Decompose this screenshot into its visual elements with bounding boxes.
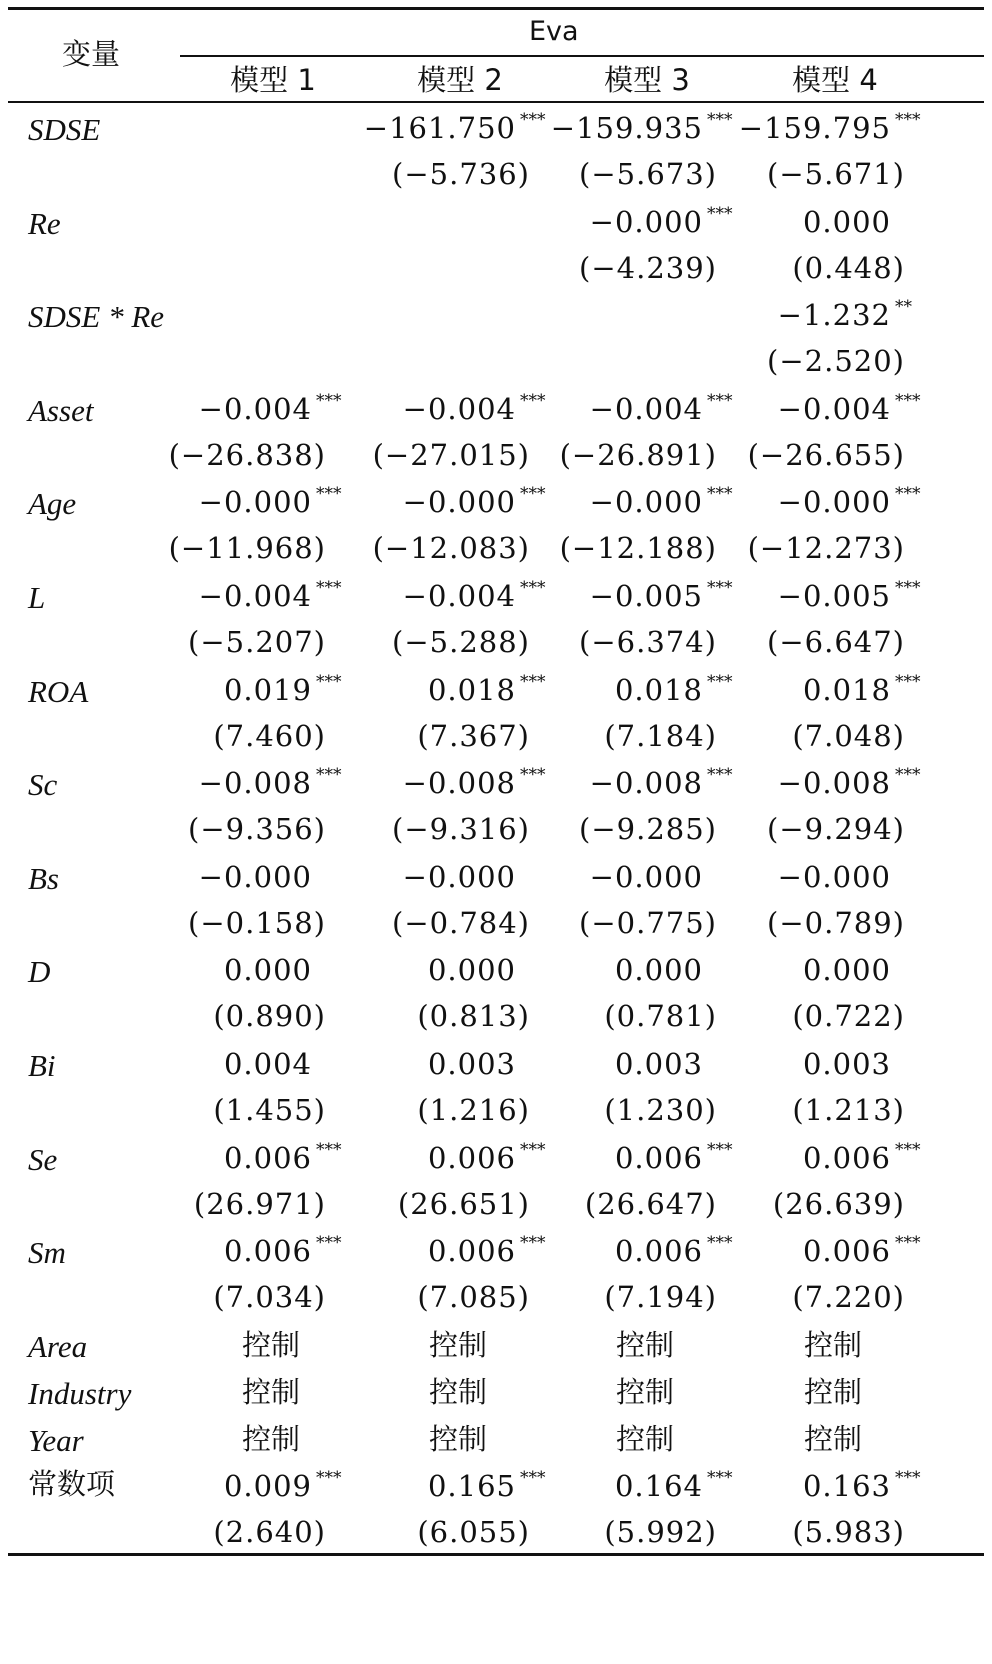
row-bs-tstat-3: (−0.775) [579, 905, 717, 940]
model-header-2: 模型 2 [417, 63, 503, 97]
group-header-eva: Eva [529, 16, 579, 47]
row-asset-coef-4 [777, 390, 921, 426]
significance-stars: *** [520, 110, 546, 130]
row-roa-coef-4 [802, 671, 921, 707]
header-bottom-rule [8, 101, 984, 103]
row-bi-coef-1 [223, 1047, 312, 1081]
significance-stars: *** [895, 1233, 921, 1254]
row-constant-tstat-3: (5.992) [604, 1514, 717, 1549]
row-constant-coef-4 [802, 1467, 921, 1503]
coef-value: 0.006 [427, 1234, 516, 1269]
row-bi-tstat-2: (1.216) [417, 1093, 530, 1127]
row-bi-coef-4 [802, 1047, 891, 1081]
row-bi-label: Bi [28, 1048, 56, 1083]
row-bi-coef-3 [614, 1047, 703, 1081]
coef-value: −0.004 [402, 391, 516, 426]
row-bs-coef-1 [198, 859, 312, 894]
row-sc-tstat-3: (−9.285) [579, 812, 717, 847]
coef-value: 0.006 [427, 1140, 516, 1175]
row-constant-tstat-2: (6.055) [417, 1514, 530, 1549]
row-year-value-1: 控制 [241, 1421, 300, 1456]
significance-stars: *** [316, 484, 342, 505]
row-se-tstat-3: (26.647) [584, 1186, 717, 1221]
row-roa-label: ROA [28, 673, 89, 709]
row-area-value-1: 控制 [241, 1327, 300, 1362]
significance-stars: *** [520, 671, 546, 692]
row-constant-coef-2 [427, 1467, 546, 1503]
coef-value: 0.006 [223, 1234, 312, 1269]
row-sdse-tstat-4: (−5.671) [767, 157, 905, 191]
coef-value: 0.164 [614, 1468, 703, 1503]
row-year-value-3: 控制 [615, 1421, 674, 1456]
significance-stars: *** [707, 1139, 733, 1160]
row-l-tstat-1: (−5.207) [188, 625, 326, 659]
row-roa-tstat-2: (7.367) [417, 718, 530, 753]
row-asset-tstat-2: (−27.015) [372, 437, 530, 472]
group-rule [180, 55, 984, 57]
coef-value: 0.000 [427, 953, 516, 988]
coef-value: 0.003 [614, 1047, 703, 1081]
row-sm-coef-4 [802, 1233, 921, 1269]
row-constant-label: 常数项 [28, 1466, 116, 1501]
significance-stars: *** [707, 1233, 733, 1254]
coef-value: 0.000 [614, 953, 703, 988]
row-age-tstat-2: (−12.083) [372, 531, 530, 566]
coef-value: −0.008 [589, 766, 703, 801]
row-sdse-tstat-2: (−5.736) [392, 157, 530, 191]
row-area-value-3: 控制 [615, 1327, 674, 1362]
row-se-tstat-4: (26.639) [772, 1186, 905, 1221]
row-sm-label: Sm [28, 1235, 66, 1271]
significance-stars: *** [520, 484, 546, 505]
coef-value: 0.003 [427, 1047, 516, 1081]
row-l-tstat-4: (−6.647) [767, 625, 905, 659]
coef-value: 0.000 [802, 204, 891, 239]
row-industry-value-3: 控制 [615, 1374, 674, 1409]
row-d-tstat-2: (0.813) [417, 999, 530, 1034]
row-industry-value-1: 控制 [241, 1374, 300, 1409]
row-bs-tstat-1: (−0.158) [188, 905, 326, 940]
row-bs-coef-2 [402, 859, 516, 894]
row-roa-tstat-1: (7.460) [213, 718, 326, 753]
significance-stars: *** [895, 110, 921, 130]
coef-value: 0.006 [802, 1140, 891, 1175]
significance-stars: *** [707, 390, 733, 411]
coef-value: 0.000 [802, 953, 891, 988]
row-sc-tstat-4: (−9.294) [767, 812, 905, 847]
row-sdse-re-label: SDSE * Re [28, 299, 165, 335]
significance-stars: *** [316, 578, 342, 598]
row-l-coef-3 [589, 578, 733, 613]
coef-value: −0.000 [198, 485, 312, 520]
row-age-coef-4 [777, 484, 921, 520]
row-sc-coef-1 [198, 765, 342, 801]
coef-value: −0.004 [198, 579, 312, 613]
significance-stars: *** [895, 671, 921, 692]
coef-value: −0.005 [589, 579, 703, 613]
row-d-coef-2 [427, 953, 516, 988]
row-d-tstat-3: (0.781) [604, 999, 717, 1034]
coef-value: 0.006 [802, 1234, 891, 1269]
significance-stars: *** [520, 765, 546, 786]
significance-stars: *** [520, 390, 546, 411]
row-d-tstat-1: (0.890) [213, 999, 326, 1034]
row-bs-tstat-2: (−0.784) [392, 905, 530, 940]
row-asset-label: Asset [28, 392, 94, 428]
row-asset-tstat-3: (−26.891) [559, 437, 717, 472]
row-d-label: D [28, 954, 51, 990]
row-bs-coef-4 [777, 859, 891, 894]
row-se-label: Se [28, 1141, 58, 1177]
row-age-tstat-1: (−11.968) [168, 531, 326, 566]
coef-value: −0.008 [402, 766, 516, 801]
row-l-coef-1 [198, 578, 342, 613]
coef-value: 0.009 [223, 1468, 312, 1503]
row-sdse-re-tstat-4: (−2.520) [767, 344, 905, 379]
row-constant-coef-3 [614, 1467, 733, 1503]
coef-value: 0.000 [223, 953, 312, 988]
significance-stars: *** [316, 765, 342, 786]
significance-stars: *** [707, 110, 733, 130]
significance-stars: *** [895, 484, 921, 505]
coef-value: 0.006 [614, 1140, 703, 1175]
row-sdse-coef-4 [738, 110, 921, 145]
row-l-coef-2 [402, 578, 546, 613]
row-age-tstat-3: (−12.188) [559, 531, 717, 566]
bottom-rule [8, 1553, 984, 1556]
row-re-tstat-3: (−4.239) [579, 250, 717, 285]
significance-stars: *** [707, 578, 733, 598]
significance-stars: *** [707, 484, 733, 505]
significance-stars: *** [316, 1233, 342, 1254]
row-area-label: Area [28, 1328, 88, 1364]
significance-stars: *** [707, 671, 733, 692]
row-area-value-2: 控制 [428, 1327, 487, 1362]
row-asset-tstat-4: (−26.655) [747, 437, 905, 472]
significance-stars: *** [895, 1467, 921, 1488]
row-sm-tstat-4: (7.220) [792, 1280, 905, 1315]
coef-value: 0.018 [802, 672, 891, 707]
model-header-3: 模型 3 [604, 63, 690, 97]
significance-stars: *** [316, 1467, 342, 1488]
row-age-coef-3 [589, 484, 733, 520]
row-l-tstat-3: (−6.374) [579, 625, 717, 659]
coef-value: −0.004 [402, 579, 516, 613]
row-re-coef-4 [802, 204, 891, 239]
significance-stars: *** [520, 1233, 546, 1254]
row-sm-tstat-2: (7.085) [417, 1280, 530, 1315]
significance-stars: ** [895, 297, 912, 318]
coef-value: −159.795 [738, 111, 891, 145]
row-bi-tstat-4: (1.213) [792, 1093, 905, 1127]
row-sm-coef-3 [614, 1233, 733, 1269]
row-re-coef-3 [589, 203, 733, 239]
significance-stars: *** [316, 390, 342, 411]
coef-value: −0.000 [198, 859, 312, 894]
significance-stars: *** [520, 1139, 546, 1160]
row-d-tstat-4: (0.722) [792, 999, 905, 1034]
row-re-label: Re [28, 205, 61, 241]
row-sc-tstat-2: (−9.316) [392, 812, 530, 847]
row-asset-coef-1 [198, 390, 342, 426]
row-constant-tstat-1: (2.640) [213, 1514, 326, 1549]
significance-stars: *** [895, 765, 921, 786]
coef-value: 0.003 [802, 1047, 891, 1081]
row-age-coef-1 [198, 484, 342, 520]
row-roa-tstat-3: (7.184) [604, 718, 717, 753]
coef-value: −0.005 [777, 579, 891, 613]
coef-value: −0.000 [589, 204, 703, 239]
significance-stars: *** [895, 390, 921, 411]
coef-value: 0.006 [614, 1234, 703, 1269]
row-year-value-4: 控制 [803, 1421, 862, 1456]
row-sm-coef-2 [427, 1233, 546, 1269]
row-year-label: Year [28, 1422, 84, 1458]
row-asset-coef-2 [402, 390, 546, 426]
row-sdse-coef-3 [550, 110, 733, 145]
coef-value: 0.018 [614, 672, 703, 707]
row-re-tstat-4: (0.448) [792, 250, 905, 285]
row-d-coef-1 [223, 953, 312, 988]
significance-stars: *** [707, 203, 733, 224]
coef-value: −0.000 [402, 485, 516, 520]
row-age-label: Age [28, 486, 77, 522]
row-se-coef-2 [427, 1139, 546, 1175]
row-bi-tstat-1: (1.455) [213, 1093, 326, 1127]
significance-stars: *** [520, 578, 546, 598]
significance-stars: *** [895, 578, 921, 598]
coef-value: 0.165 [427, 1468, 516, 1503]
model-header-1: 模型 1 [230, 63, 316, 97]
coef-value: 0.018 [427, 672, 516, 707]
coef-value: −0.008 [777, 766, 891, 801]
row-sdse-tstat-3: (−5.673) [579, 157, 717, 191]
row-roa-coef-2 [427, 671, 546, 707]
row-l-label: L [28, 580, 46, 615]
coef-value: −159.935 [550, 111, 703, 145]
row-age-coef-2 [402, 484, 546, 520]
coef-value: −0.000 [777, 859, 891, 894]
row-l-tstat-2: (−5.288) [392, 625, 530, 659]
row-constant-coef-1 [223, 1467, 342, 1503]
row-se-coef-1 [223, 1139, 342, 1175]
row-sc-coef-2 [402, 765, 546, 801]
top-rule [8, 7, 984, 10]
row-sc-label: Sc [28, 767, 58, 803]
row-roa-coef-3 [614, 671, 733, 707]
row-bs-tstat-4: (−0.789) [767, 905, 905, 940]
row-bs-coef-3 [589, 859, 703, 894]
coef-value: −161.750 [363, 111, 516, 145]
row-l-coef-4 [777, 578, 921, 613]
row-se-tstat-1: (26.971) [193, 1186, 326, 1221]
model-header-4: 模型 4 [792, 63, 878, 97]
row-se-tstat-2: (26.651) [397, 1186, 530, 1221]
row-sc-tstat-1: (−9.356) [188, 812, 326, 847]
row-sc-coef-3 [589, 765, 733, 801]
significance-stars: *** [707, 765, 733, 786]
row-bi-coef-2 [427, 1047, 516, 1081]
significance-stars: *** [316, 671, 342, 692]
coef-value: 0.163 [802, 1468, 891, 1503]
row-sdse-label: SDSE [28, 112, 101, 147]
row-constant-tstat-4: (5.983) [792, 1514, 905, 1549]
row-industry-value-2: 控制 [428, 1374, 487, 1409]
row-se-coef-4 [802, 1139, 921, 1175]
row-age-tstat-4: (−12.273) [747, 531, 905, 566]
row-sc-coef-4 [777, 765, 921, 801]
coef-value: 0.019 [223, 672, 312, 707]
coef-value: −0.000 [402, 859, 516, 894]
row-roa-tstat-4: (7.048) [792, 718, 905, 753]
coef-value: 0.004 [223, 1047, 312, 1081]
coef-value: −1.232 [777, 298, 891, 333]
row-bi-tstat-3: (1.230) [604, 1093, 717, 1127]
row-sm-coef-1 [223, 1233, 342, 1269]
row-area-value-4: 控制 [803, 1327, 862, 1362]
coef-value: −0.008 [198, 766, 312, 801]
row-year-value-2: 控制 [428, 1421, 487, 1456]
row-d-coef-3 [614, 953, 703, 988]
variable-column-header: 变量 [62, 37, 121, 71]
row-d-coef-4 [802, 953, 891, 988]
row-industry-label: Industry [28, 1375, 132, 1411]
coef-value: −0.000 [589, 485, 703, 520]
row-industry-value-4: 控制 [803, 1374, 862, 1409]
row-asset-tstat-1: (−26.838) [168, 437, 326, 472]
significance-stars: *** [895, 1139, 921, 1160]
row-sm-tstat-1: (7.034) [213, 1280, 326, 1315]
row-roa-coef-1 [223, 671, 342, 707]
row-sdse-re-coef-4 [777, 297, 912, 333]
significance-stars: *** [707, 1467, 733, 1488]
row-sdse-coef-2 [363, 110, 546, 145]
coef-value: 0.006 [223, 1140, 312, 1175]
coef-value: −0.000 [589, 859, 703, 894]
row-bs-label: Bs [28, 860, 59, 896]
coef-value: −0.004 [777, 391, 891, 426]
significance-stars: *** [316, 1139, 342, 1160]
coef-value: −0.004 [198, 391, 312, 426]
coef-value: −0.004 [589, 391, 703, 426]
row-sm-tstat-3: (7.194) [604, 1280, 717, 1315]
significance-stars: *** [520, 1467, 546, 1488]
row-se-coef-3 [614, 1139, 733, 1175]
row-asset-coef-3 [589, 390, 733, 426]
coef-value: −0.000 [777, 485, 891, 520]
